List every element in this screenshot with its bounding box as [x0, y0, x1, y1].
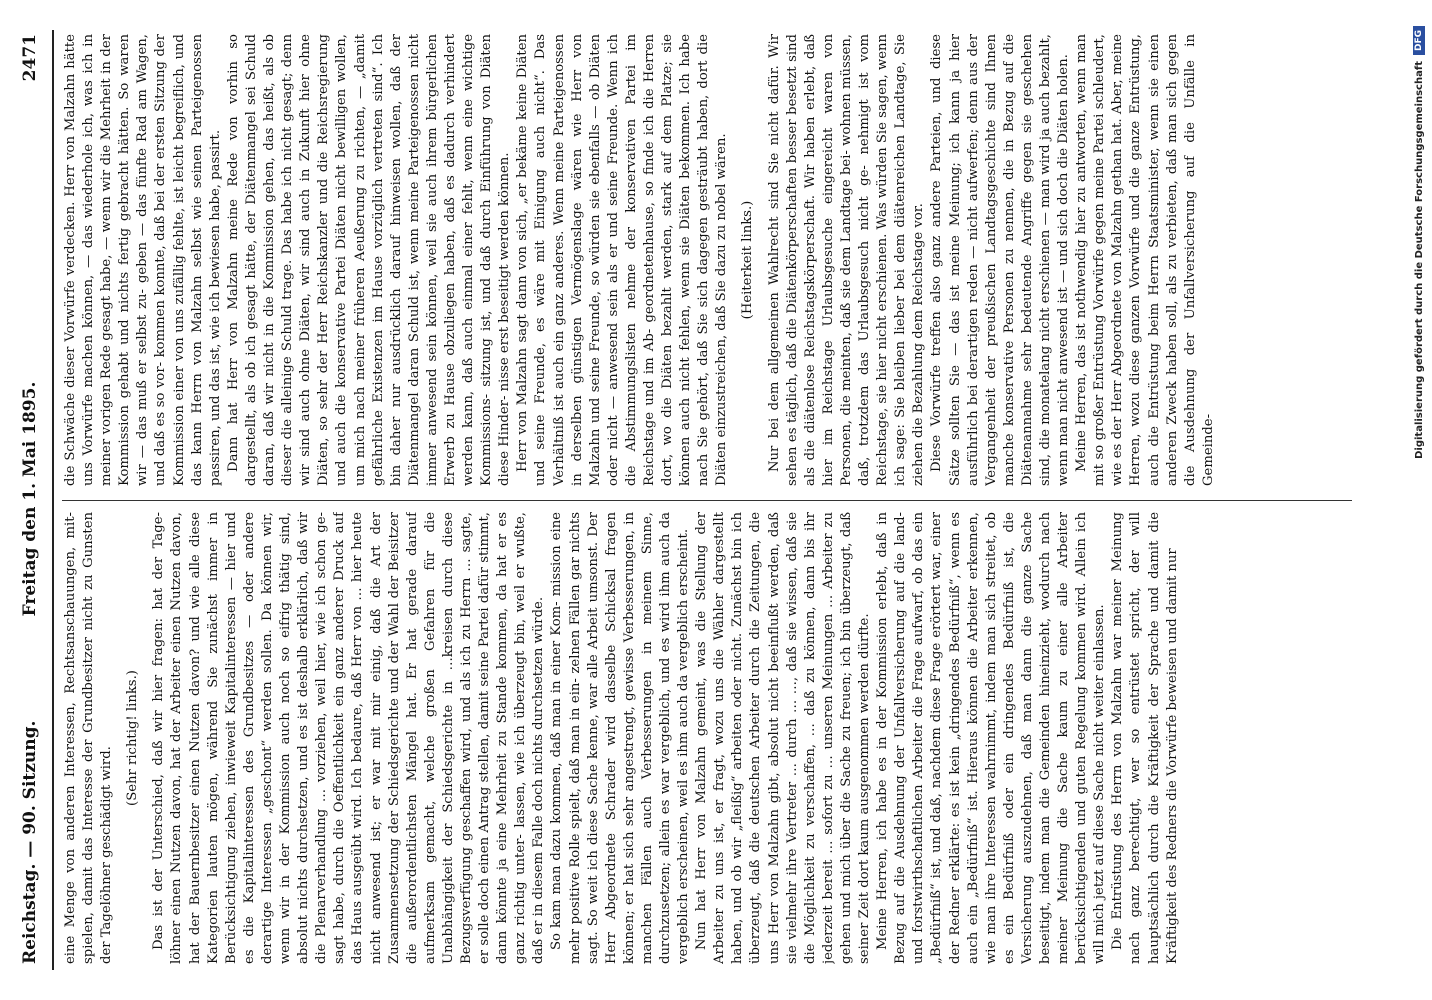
paragraph: Meine Herren, das ist nothwendig hier zu antworten, wenn man mit so großer Entrüstung Vorwürfe gegen meine Partei schleudert, wie es der Herr Abgeordnete von Malzahn gethan hat. Aber, meine Herren, wozu diese ganzen Vorwürfe und die ganze Entrüstung, auch die Entrüstung beim Herrn Staatsminister, wenn sie einen anderen Zweck haben soll, als zu verbieten, daß man sich gegen die Ausdehnung der Unfallversicherung auf die Unfälle in Gemeinde-	[1074, 34, 1216, 486]
left-column	[62, 512, 1352, 964]
paragraph: Nur bei dem allgemeinen Wahlrecht sind Sie nicht dafür. Wir sehen es täglich, daß die Diätenkörperschaften besser besetzt sind als die diätenlose Reichstagskörperschaft. Wir haben erlebt, daß hier im Reichstage Urlaubsgesuche eingereicht waren von Personen, die meinten, daß sie dem Landtage bei- wohnen müssen, daß, trotzdem das Urlaubsgesuch nicht ge- nehmigt ist vom Reichstage, sie hier nicht erschienen. Was würden Sie sagen, wenn ich sage: Sie bleiben lieber bei dem diätenreichen Landtage, Sie ziehen die Bezahlung dem Reichstage vor.	[766, 34, 927, 486]
paragraph: Nun hat Herr von Malzahn gemeint, was die Stellung der Arbeiter zu uns ist, er fragt, wozu uns die Wähler dargestellt haben, und ob wir „fleißig“ arbeiten oder nicht. Zunächst bin ich überzeugt, daß die deutschen Arbeiter durch die Zeitungen, die uns Herr von Malzahn gibt, absolut nicht beeinflußt werden, daß sie vielmehr ihre Vertreter … durch … …, daß sie wissen, daß sie die Möglichkeit zu verschaffen, … daß zu können, dann bis ihr jederzeit bereit … sofort zu … unseren Meinungen … Arbeiter zu gehen und mich über die Sache zu freuen; ich bin überzeugt, daß seiner Zeit dort kaum ausgenommen werden dürfte.	[694, 512, 873, 964]
paragraph: Dann hat Herr von Malzahn meine Rede von vorhin so dargestellt, als ob ich gesagt hätte, der Diätenmangel sei Schuld daran, daß wir nicht in die Kommission gehen, das heißt, als ob dieser die alleinige Schuld trage. Das habe ich nicht gesagt; denn wir sind auch ohne Diäten, wir sind auch in Zukunft hier ohne Diäten, so sehr der Herr Reichskanzler und die Reichsregierung und auch die konservative Partei Diäten nicht bewilligen wollen, um mich nach meiner früheren Aeußerung zu richten, — „damit gefährliche Existenzen im Hause vorzüglich vertreten sind“. Ich bin daher nur ausdrücklich darauf hinweisen wollen, daß der Diätenmangel daran Schuld ist, wenn meine Parteigenossen nicht immer anwesend sein können, weil sie auch ihrem bürgerlichen Erwerb zu Hause obzuliegen haben, daß es dadurch verhindert werden kann, daß auch einmal einer fehlt, wenn eine wichtige Kommissions- sitzung ist, und daß durch Einführung von Diäten diese Hinder- nisse erst beseitigt werden können.	[225, 34, 513, 486]
interjection: (Heiterkeit links.)	[740, 200, 756, 320]
digitization-note	[1406, 0, 1432, 1000]
column-rule	[62, 500, 1352, 501]
right-column	[62, 34, 1352, 486]
digitization-text: Digitalisierung gefördert durch die Deutsche Forschungsgemeinschaft	[1413, 61, 1425, 459]
paragraph: So kam man dazu kommen, daß man in einer Kom- mission eine mehr positive Rolle spielt, daß man in ein- zelnen Fällen gar nichts sagt. So weit ich diese Sache kenne, war alle Arbeit umsonst. Der Herr Abgeordnete Schrader wird dasselbe Schicksal fragen können; er hat sich sehr angestrengt, gewisse Verbesserungen, in manchen Fällen auch Verbesserungen in meinem Sinne, durchzusetzen; allein es war vergeblich, und es wird ihm auch da vergeblich erscheinen, weil es ihm auch da vergeblich erscheint.	[549, 512, 692, 964]
paragraph: Diese Vorwürfe treffen also ganz andere Parteien, und diese Sätze sollten Sie — das ist meine Meinung; ich kann ja hier ausführlich bei derartigen reden — nicht aufwerfen; denn aus der Vergangenheit der preußischen Landtagsgeschichte sind Ihnen manche konservative Personen zu nennen, die in Bezug auf die Diätenannahme sehr bedeutende Angriffe gegen sie geschehen sind, die monatelang nicht erschienen — man wird ja auch bezahlt, wenn man nicht anwesend ist — und sich doch die Diäten holen.	[929, 34, 1072, 486]
paragraph: eine Menge von anderen Interessen, Rechtsanschauungen, mit- spielen, damit das Interesse der Grundbesitzer nicht zu Gunsten der Tagelöhner geschädigt wird.	[63, 512, 115, 964]
dfg-logo: DFG	[1413, 26, 1425, 55]
interjection: (Sehr richtig! links.)	[125, 670, 141, 806]
header-rule	[52, 30, 54, 970]
paragraph: Das ist der Unterschied, daß wir hier fragen: hat der Tage- löhner einen Nutzen davon, hat der Arbeiter einen Nutzen davon, hat der Bauernbesitzer einen Nutzen davon? und wie alle diese Kategorien lauten mögen, während Sie zunächst immer in Berücksichtigung ziehen, inwieweit Kapitalinteressen — hier und es die Kapitalinteressen des Grundbesitzes — oder andere derartige Interessen „geschont“ werden sollen. Da können wir, wenn wir in der Kommission auch noch so eifrig thätig sind, absolut nichts durchsetzen, und es ist deshalb erklärlich, daß wir die Plenarverhandlung … vorziehen, weil hier, wie ich schon ge- sagt habe, durch die Oeffentlichkeit ein ganz anderer Druck auf das Haus ausgeübt wird. Ich bedaure, daß Herr von … hier heute nicht anwesend ist; er war mit mir einig, daß die Art der Zusammensetzung der Schiedsgerichte und der Wahl der Beisitzer die außerordentlichsten Mängel hat. Er hat gerade darauf aufmerksam gemacht, welche großen Gefahren für die Unabhängigkeit der Schiedsgerichte in …kreisen durch diese Bezugsverfügung geschaffen wird, und als ich zu Herrn … sagte, er solle doch einen Antrag stellen, damit seine Partei dafür stimmt, dann könnte ja eine Mehrheit zu Stande kommen, da hat er es ganz richtig unter- lassen, wie ich überzeugt bin, weil er wußte, daß er in diesem Falle doch nichts durchsetzen würde.	[151, 512, 547, 964]
header-date: Freitag den 1. Mai 1895.	[20, 381, 40, 617]
header-session: Reichstag. — 90. Sitzung.	[20, 720, 40, 964]
page-header	[20, 34, 50, 964]
paragraph: die Schwäche dieser Vorwürfe verdecken. Herr von Malzahn hätte uns Vorwürfe machen können, — das wiederhole ich, was ich in meiner vorigen Rede gesagt habe, — wenn wir die Mehrheit in der Kommission gehabt und nichts fertig gebracht hätten. So waren wir — das muß er selbst zu- geben — das fünfte Rad am Wagen, und daß es so vor- kommen konnte, daß bei der ersten Sitzung der Kommission einer von uns zufällig fehlte, ist leicht begreiflich, und das kann Herrn von Malzahn selbst wie seinen Parteigenossen passiren, und das ist, wie ich bewiesen habe, passirt.	[63, 34, 223, 486]
paragraph: Meine Herren, ich habe es in der Kommission erlebt, daß in Bezug auf die Ausdehnung der Unfallversicherung auf die land- und forstwirthschaftlichen Arbeiter die Frage aufwarf, ob das ein „Bedürfniß“ ist, und daß, nachdem diese Frage erörtert war, einer der Redner erklärte: es ist kein „dringendes Bedürfniß“, wenn es auch ein „Bedürfniß“ ist. Hieraus können die Arbeiter erkennen, wie man ihre Interessen wahrnimmt, indem man sich streitet, ob es ein Bedürfniß oder ein dringendes Bedürfniß ist, die Versicherung auszudehnen, daß man dann die ganze Sache beseitigt, indem man die Gemeinden hineinzieht, wodurch nach meiner Meinung die Sache kaum zu einer alle Arbeiter berücksichtigenden und guten Regelung kommen wird. Allein ich will mich jetzt auf diese Sache nicht weiter einlassen.	[875, 512, 1108, 964]
paragraph: Herr von Malzahn sagt dann von sich, „er bekäme keine Diäten und seine Freunde, es wäre mit Einigung auch nicht“. Das Verhältniß ist auch ein ganz anderes. Wenn meine Parteigenossen in derselben günstigen Vermögenslage wären wie Herr von Malzahn und seine Freunde, so würden sie ebenfalls — ob Diäten oder nicht — anwesend sein als er und seine Freunde. Wenn ich die Abstimmungslisten nehme der konservativen Partei im Reichstage und im Ab- geordnetenhause, so finde ich die Herren dort, wo die Diäten bezahlt werden, stark auf dem Platze; sie können auch nicht fehlen, wenn sie Diäten bekommen. Ich habe nach Sie gehört, daß Sie sich dagegen gesträubt haben, dort die Diäten einzustreichen, daß Sie dazu zu nobel wären.	[515, 34, 730, 486]
page-number: 2471	[20, 34, 40, 82]
paragraph: Die Entrüstung des Herrn von Malzahn war meiner Meinung nach ganz berechtigt, wer so entrüstet spricht, der will hauptsächlich durch die Kräftigkeit der Sprache und damit die Kräftigkeit des Redners die Vorwürfe beweisen und damit nur	[1110, 512, 1180, 964]
